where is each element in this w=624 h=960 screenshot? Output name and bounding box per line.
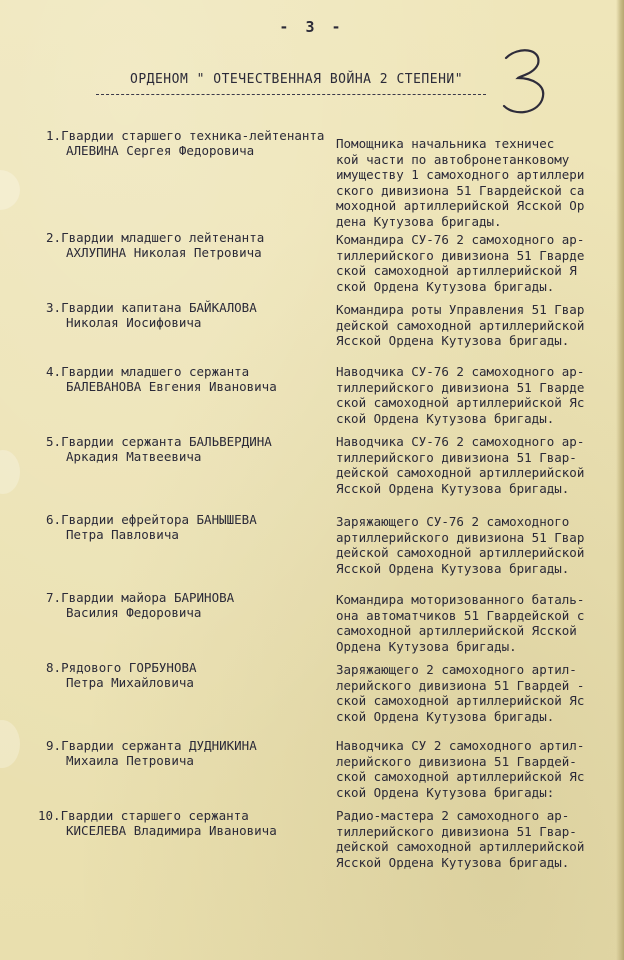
entry-name: Петра Павловича <box>66 527 179 542</box>
position-line: ской Ордена Кутузова бригады. <box>336 410 555 426</box>
entry-name: Аркадия Матвеевича <box>66 449 202 464</box>
entry-rank: Гвардии капитана БАЙКАЛОВА <box>61 300 257 315</box>
entry-position <box>336 662 622 724</box>
entry-rank: Гвардии младшего лейтенанта <box>61 230 265 245</box>
entry-person <box>46 738 336 768</box>
position-line: моходной артиллерийской Ясской Ор <box>336 198 585 213</box>
entry-position <box>336 434 622 496</box>
entry-person <box>46 364 336 394</box>
position-line: дена Кутузова бригады. <box>336 213 502 229</box>
entry-number: 9. <box>46 738 62 753</box>
position-line: Командира роты Управления 51 Гвар <box>336 302 585 317</box>
award-heading: ОРДЕНОМ " ОТЕЧЕСТВЕННАЯ ВОЙНА 2 СТЕПЕНИ" <box>130 72 464 87</box>
position-line: ской Ордена Кутузова бригады. <box>336 278 555 294</box>
entry-number: 2. <box>46 230 62 245</box>
entry-name: КИСЕЛЕВА Владимира Ивановича <box>66 823 277 838</box>
position-line: тиллерийского дивизиона 51 Гварде <box>336 379 585 395</box>
position-line: ской самоходной артиллерийской Я <box>336 263 577 278</box>
entry-position <box>336 302 622 349</box>
entry-rank: Гвардии сержанта ДУДНИКИНА <box>61 738 257 753</box>
entry-position <box>336 592 622 654</box>
entry-number: 4. <box>46 364 62 379</box>
position-line: Ясской Ордена Кутузова бригады. <box>336 333 570 348</box>
position-line: лерийского дивизиона 51 Гвардей- <box>336 753 577 769</box>
entry-name: Василия Федоровича <box>66 605 202 620</box>
entry-rank: Гвардии старшего техника-лейтенанта <box>61 128 325 143</box>
entry-number: 10. <box>38 808 61 823</box>
entry-number: 6. <box>46 512 62 527</box>
entry-rank: Рядового ГОРБУНОВА <box>61 660 197 675</box>
entry-rank: Гвардии сержанта БАЛЬВЕРДИНА <box>61 434 272 449</box>
position-line: дейской самоходной артиллерийской <box>336 317 585 333</box>
entry-number: 7. <box>46 590 62 605</box>
entry-position <box>336 136 622 229</box>
position-line: Ясской Ордена Кутузова бригады. <box>336 480 570 496</box>
position-line: тиллерийского дивизиона 51 Гвар- <box>336 823 577 839</box>
position-line: Командира СУ-76 2 самоходного ар- <box>336 232 585 247</box>
entry-rank: Гвардии ефрейтора БАНЫШЕВА <box>61 512 257 527</box>
entry-person <box>46 434 336 464</box>
position-line: Командира моторизованного баталь- <box>336 592 585 607</box>
entry-position <box>336 738 622 800</box>
entry-position <box>336 808 622 870</box>
position-line: Ясской Ордена Кутузова бригады. <box>336 560 570 576</box>
position-line: дейской самоходной артиллерийской <box>336 839 585 854</box>
position-line: Ясской Ордена Кутузова бригады. <box>336 854 570 870</box>
entry-rank: Гвардии майора БАРИНОВА <box>61 590 235 605</box>
position-line: тиллерийского дивизиона 51 Гварде <box>336 247 585 263</box>
entry-number: 5. <box>46 434 62 449</box>
position-line: ской самоходной артиллерийской Яс <box>336 395 585 410</box>
entry-person <box>46 590 336 620</box>
position-line: она автоматчиков 51 Гвардейской с <box>336 607 585 623</box>
position-line: ской самоходной артиллерийской Яс <box>336 769 585 784</box>
position-line: дейской самоходной артиллерийской <box>336 465 585 480</box>
entry-name: АЛЕВИНА Сергея Федоровича <box>66 143 255 158</box>
position-line: ской Ордена Кутузова бригады: <box>336 784 555 800</box>
position-line: Радио-мастера 2 самоходного ар- <box>336 808 570 823</box>
position-line: ской Ордена Кутузова бригады. <box>336 708 555 724</box>
position-line: лерийского дивизиона 51 Гвардей - <box>336 677 585 693</box>
entry-name: Михаила Петровича <box>66 753 194 768</box>
entry-person <box>46 512 336 542</box>
position-line: имуществу 1 самоходного артиллери <box>336 167 585 182</box>
entry-name: Николая Иосифовича <box>66 315 202 330</box>
position-line: Заряжающего СУ-76 2 самоходного <box>336 514 570 529</box>
position-line: ской самоходной артиллерийской Яс <box>336 693 585 708</box>
entry-position <box>336 514 622 576</box>
entry-person <box>46 230 336 260</box>
entry-name: Петра Михайловича <box>66 675 194 690</box>
position-line: Ордена Кутузова бригады. <box>336 638 517 654</box>
entry-number: 3. <box>46 300 62 315</box>
entry-person <box>46 300 336 330</box>
position-line: ского дивизиона 51 Гвардейской са <box>336 182 585 198</box>
page-number: - 3 - <box>279 18 345 36</box>
entry-number: 1. <box>46 128 62 143</box>
position-line: самоходной артиллерийской Ясской <box>336 623 577 638</box>
entry-rank: Гвардии младшего сержанта <box>61 364 250 379</box>
entry-person <box>46 128 336 158</box>
entry-name: БАЛЕВАНОВА Евгения Ивановича <box>66 379 277 394</box>
position-line: Наводчика СУ-76 2 самоходного ар- <box>336 434 585 449</box>
position-line: Помощника начальника техничес <box>336 136 555 151</box>
position-line: кой части по автобронетанковому <box>336 151 570 167</box>
entry-position <box>336 364 622 426</box>
position-line: тиллерийского дивизиона 51 Гвар- <box>336 449 577 465</box>
entry-position <box>336 232 622 294</box>
position-line: Заряжающего 2 самоходного артил- <box>336 662 577 677</box>
entry-person <box>38 808 328 838</box>
entry-number: 8. <box>46 660 62 675</box>
position-line: дейской самоходной артиллерийской <box>336 545 585 560</box>
entry-rank: Гвардии старшего сержанта <box>60 808 249 823</box>
entry-name: АХЛУПИНА Николая Петровича <box>66 245 262 260</box>
entry-person <box>46 660 336 690</box>
position-line: артиллерийского дивизиона 51 Гвар <box>336 529 585 545</box>
position-line: Наводчика СУ 2 самоходного артил- <box>336 738 585 753</box>
position-line: Наводчика СУ-76 2 самоходного ар- <box>336 364 585 379</box>
